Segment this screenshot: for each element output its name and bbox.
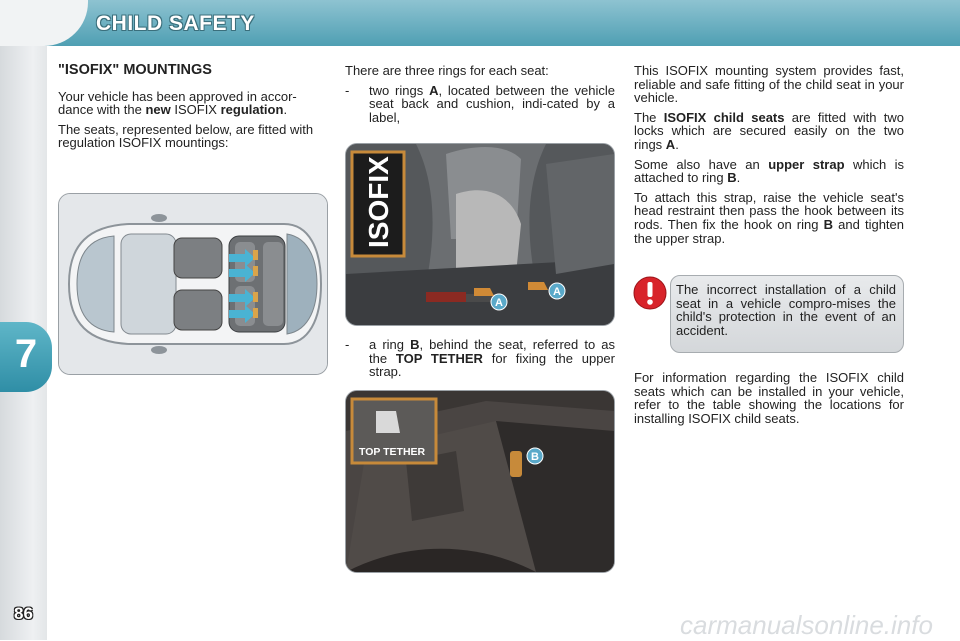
top-tether-boot-image (345, 390, 615, 573)
watermark-logo: carmanualsonline.info (680, 610, 933, 640)
ring-b-label: B (531, 451, 539, 463)
header-corner (0, 0, 88, 46)
ring-a-label-2: A (553, 286, 561, 298)
left-margin-bar (0, 0, 47, 640)
page-number: 86 (14, 604, 33, 623)
seats-paragraph: The seats, represented below, are fitted with regulation ISOFIX mountings: (58, 121, 314, 151)
approval-paragraph: Your vehicle has been approved in accor-dance with the new ISOFIX regulation. (58, 88, 297, 118)
top-tether-label: TOP TETHER (359, 446, 426, 458)
info-paragraph: For information regarding the ISOFIX child seats which can be installed in your vehicle, refer to the table showing the locations for installing ISOFIX child seats. (634, 370, 904, 426)
column-2-lower (345, 338, 615, 379)
car-top-view-image (58, 193, 328, 375)
system-paragraph: This ISOFIX mounting system provides fast, reliable and safe fitting of the child seat in your vehicle. (634, 63, 904, 106)
column-3 (634, 64, 904, 251)
chapter-tab[interactable] (0, 322, 52, 392)
section-heading: "ISOFIX" MOUNTINGS (58, 62, 212, 78)
rings-intro: There are three rings for each seat: (345, 63, 549, 78)
warning-text: The incorrect installation of a child seat in a vehicle compro-mises the child's protection in the event of an accident. (676, 282, 896, 338)
isofix-label: ISOFIX (363, 156, 394, 248)
exclamation-icon (633, 276, 667, 310)
column-1 (58, 64, 326, 156)
column-2 (345, 64, 615, 124)
isofix-seats-paragraph: The ISOFIX child seats are fitted with two locks which are secured easily on the two rings A. (634, 109, 904, 152)
ring-a-label-1: A (495, 297, 503, 309)
list-item-ring-b: - a ring B, behind the seat, referred to as the TOP TETHER for fixing the upper strap. (345, 337, 615, 380)
upper-strap-paragraph: Some also have an upper strap which is attached to ring B. (634, 156, 905, 186)
page-title: CHILD SAFETY (96, 12, 255, 35)
chapter-number: 7 (14, 332, 38, 376)
attach-strap-paragraph: To attach this strap, raise the vehicle seat's head restraint then pass the hook between its rods. Then fix the hook on ring B and tighten the upper strap. (634, 189, 904, 246)
isofix-seat-image (345, 143, 615, 326)
list-item-rings-a: - two rings A, located between the vehicle seat back and cushion, indi-cated by a label, (345, 82, 616, 125)
